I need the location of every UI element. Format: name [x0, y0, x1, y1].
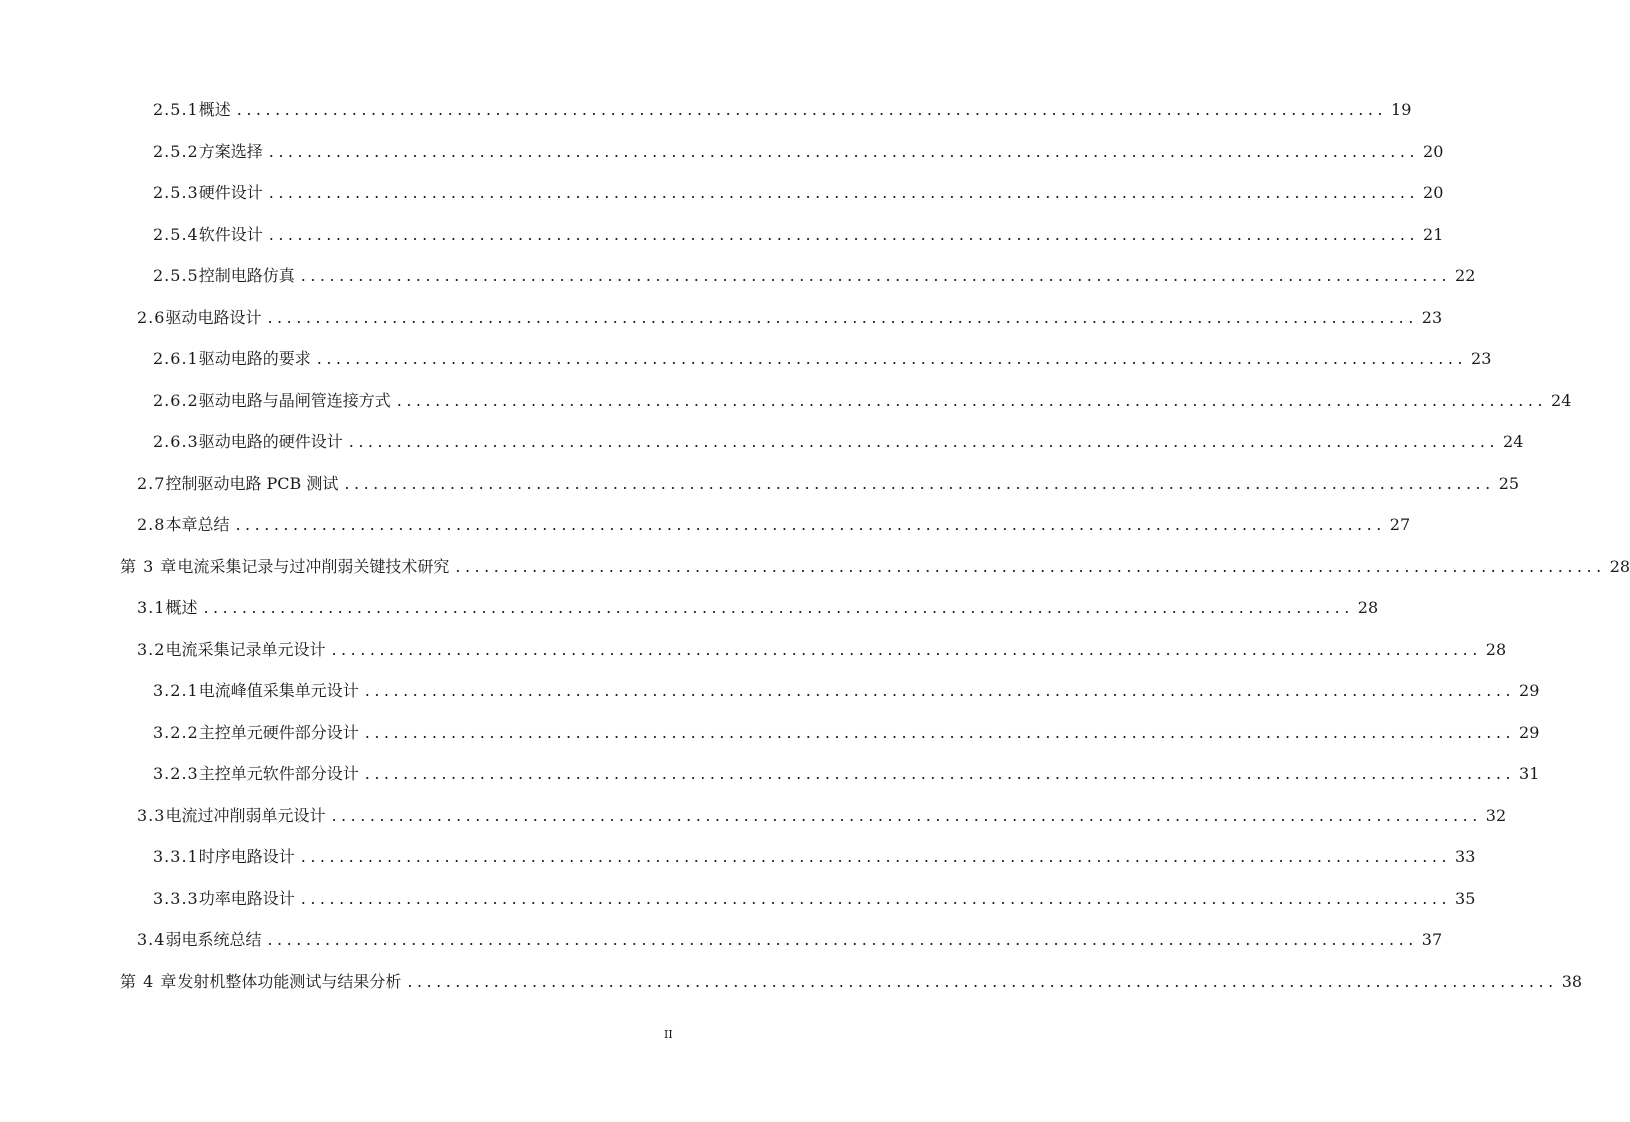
toc-entry-page: 28 — [1609, 556, 1630, 576]
toc-entry[interactable] — [137, 926, 1443, 954]
toc-entry-title: 驱动电路的硬件设计 — [198, 432, 343, 451]
toc-entry-leader-dots: ........................................................................................................................ — [364, 764, 1516, 783]
toc-entry-title: 驱动电路的要求 — [198, 349, 311, 368]
toc-entry-leader-dots: ........................................................................................................................ — [344, 473, 1495, 493]
toc-entry-page: 38 — [1561, 971, 1583, 991]
toc-entry-leader-dots: ........................................................................................................................ — [455, 556, 1606, 576]
toc-entry-title: 功率电路设计 — [198, 888, 295, 908]
toc-entry-page: 23 — [1471, 349, 1492, 368]
toc-entry-page: 25 — [1498, 473, 1520, 493]
toc-entry-leader-dots: ........................................................................................................................ — [236, 100, 1388, 119]
toc-entry-title: 概述 — [198, 100, 231, 119]
toc-entry-leader-dots: ........................................................................................................................ — [348, 432, 1500, 451]
toc-entry-leader-dots: ........................................................................................................................ — [268, 224, 1420, 244]
toc-entry-number: 3.1 — [137, 598, 166, 617]
toc-entry[interactable] — [153, 345, 1492, 373]
toc-entry[interactable] — [153, 428, 1524, 456]
toc-entry-page: 24 — [1503, 432, 1524, 451]
toc-entry-leader-dots: ........................................................................................................................ — [267, 930, 1418, 949]
toc-entry-leader-dots: ........................................................................................................................ — [268, 183, 1420, 202]
toc-entry[interactable] — [153, 221, 1444, 249]
toc-entry-page: 29 — [1519, 681, 1540, 700]
toc-entry-number: 2.5.1 — [153, 100, 199, 119]
toc-entry-page: 32 — [1485, 805, 1507, 825]
toc-entry[interactable] — [137, 594, 1379, 622]
toc-entry-number: 3.2.3 — [153, 764, 199, 783]
toc-entry-number: 2.5.5 — [153, 266, 199, 285]
toc-entry-title: 主控单元软件部分设计 — [198, 764, 359, 783]
toc-entry-leader-dots: ........................................................................................................................ — [203, 598, 1354, 617]
toc-entry-page: 20 — [1423, 183, 1444, 202]
toc-entry-page: 27 — [1389, 515, 1411, 534]
toc-entry-leader-dots: ........................................................................................................................ — [300, 847, 1452, 866]
toc-entry[interactable] — [153, 719, 1540, 747]
toc-entry-page: 28 — [1357, 598, 1379, 617]
toc-entry-number: 3.3 — [137, 805, 166, 825]
toc-entry-number: 2.5.2 — [153, 141, 199, 161]
toc-entry[interactable] — [153, 885, 1476, 913]
toc-entry-number: 2.6.3 — [153, 432, 199, 451]
toc-entry-number: 2.6 — [137, 307, 166, 327]
toc-entry-title: 硬件设计 — [198, 183, 263, 202]
toc-entry-number: 3.3.1 — [153, 847, 199, 866]
toc-entry-page: 35 — [1455, 888, 1476, 908]
toc-entry-number: 2.5.4 — [153, 224, 199, 244]
toc-entry-title: 时序电路设计 — [198, 847, 295, 866]
toc-entry-number: 3.2.2 — [153, 722, 199, 742]
toc-entry-page: 37 — [1421, 930, 1443, 949]
toc-entry-page: 28 — [1485, 639, 1507, 659]
toc-entry-title: 概述 — [165, 598, 198, 617]
toc-entry-leader-dots: ........................................................................................................................ — [267, 307, 1418, 327]
toc-entry-title: 控制驱动电路 PCB 测试 — [165, 473, 339, 493]
toc-entry-number: 2.7 — [137, 473, 166, 493]
toc-entry[interactable] — [120, 553, 1630, 581]
toc-entry-number: 3.4 — [137, 930, 166, 949]
toc-entry[interactable] — [153, 760, 1540, 788]
toc-entry-leader-dots: ........................................................................................................................ — [331, 639, 1482, 659]
toc-entry-title: 本章总结 — [165, 515, 230, 534]
toc-entry-number: 2.6.2 — [153, 390, 199, 410]
toc-entry[interactable] — [137, 304, 1443, 332]
toc-entry-leader-dots: ........................................................................................................................ — [300, 266, 1452, 285]
toc-entry-leader-dots: ........................................................................................................................ — [268, 141, 1420, 161]
toc-entry-title: 电流峰值采集单元设计 — [198, 681, 359, 700]
page-number: II — [664, 1028, 673, 1041]
toc-entry-page: 19 — [1391, 100, 1412, 119]
toc-entry-leader-dots: ........................................................................................................................ — [316, 349, 1468, 368]
toc-entry-leader-dots: ........................................................................................................................ — [364, 681, 1516, 700]
toc-entry-page: 21 — [1423, 224, 1444, 244]
toc-entry-leader-dots: ........................................................................................................................ — [235, 515, 1386, 534]
toc-entry-leader-dots: ........................................................................................................................ — [396, 390, 1548, 410]
toc-entry-page: 31 — [1519, 764, 1540, 783]
toc-entry-title: 电流过冲削弱单元设计 — [165, 805, 326, 825]
toc-entry-title: 主控单元硬件部分设计 — [198, 722, 359, 742]
toc-entry[interactable] — [153, 677, 1540, 705]
toc-entry-title: 电流采集记录单元设计 — [165, 639, 326, 659]
toc-entry-number: 第 4 章 — [120, 971, 178, 991]
toc-entry-leader-dots: ........................................................................................................................ — [331, 805, 1482, 825]
toc-entry-title: 弱电系统总结 — [165, 930, 262, 949]
toc-entry-page: 33 — [1455, 847, 1476, 866]
toc-entry[interactable] — [137, 636, 1507, 664]
toc-entry[interactable] — [120, 968, 1583, 996]
toc-entry-number: 2.8 — [137, 515, 166, 534]
toc-entry-leader-dots: ........................................................................................................................ — [364, 722, 1516, 742]
toc-entry[interactable] — [153, 179, 1444, 207]
toc-entry[interactable] — [137, 802, 1507, 830]
toc-entry[interactable] — [153, 96, 1412, 124]
toc-entry[interactable] — [153, 138, 1444, 166]
toc-entry-number: 第 3 章 — [120, 556, 178, 576]
toc-entry-title: 电流采集记录与过冲削弱关键技术研究 — [177, 556, 450, 576]
toc-entry-number: 3.2 — [137, 639, 166, 659]
toc-entry-leader-dots: ........................................................................................................................ — [407, 971, 1558, 991]
toc-entry[interactable] — [153, 262, 1476, 290]
toc-entry[interactable] — [137, 511, 1411, 539]
toc-entry-page: 24 — [1551, 390, 1572, 410]
toc-entry-page: 22 — [1455, 266, 1476, 285]
toc-entry-title: 驱动电路与晶闸管连接方式 — [198, 390, 391, 410]
toc-entry-number: 3.2.1 — [153, 681, 199, 700]
toc-entry[interactable] — [137, 470, 1520, 498]
toc-entry[interactable] — [153, 387, 1572, 415]
toc-entry-number: 2.5.3 — [153, 183, 199, 202]
toc-entry-number: 3.3.3 — [153, 888, 199, 908]
toc-entry-title: 方案选择 — [198, 141, 263, 161]
toc-entry-page: 20 — [1423, 141, 1444, 161]
toc-entry-title: 控制电路仿真 — [198, 266, 295, 285]
toc-entry-title: 发射机整体功能测试与结果分析 — [177, 971, 402, 991]
toc-entry[interactable] — [153, 843, 1476, 871]
toc-entry-page: 23 — [1421, 307, 1443, 327]
toc-entry-leader-dots: ........................................................................................................................ — [300, 888, 1452, 908]
toc-entry-title: 软件设计 — [198, 224, 263, 244]
toc-entry-title: 驱动电路设计 — [165, 307, 262, 327]
toc-entry-page: 29 — [1519, 722, 1540, 742]
toc-entry-number: 2.6.1 — [153, 349, 199, 368]
